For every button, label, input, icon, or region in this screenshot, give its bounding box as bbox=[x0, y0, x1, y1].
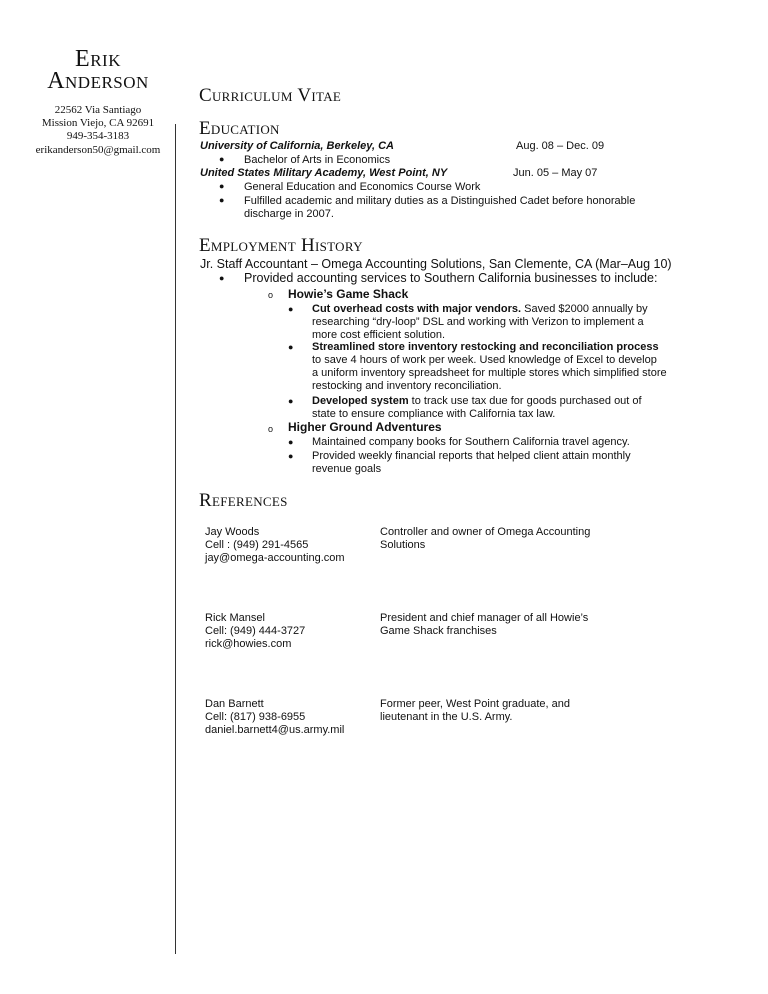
job-title: Jr. Staff Accountant – Omega Accounting Solutions, San Clemente, CA (Mar–Aug 10) bbox=[200, 257, 672, 271]
sidebar bbox=[0, 0, 176, 994]
bullet-icon: ● bbox=[288, 396, 294, 406]
client-item-continuation: state to ensure compliance with California tax law. bbox=[312, 408, 556, 420]
school-dates: Jun. 05 – May 07 bbox=[513, 167, 598, 179]
reference-description: Solutions bbox=[380, 539, 426, 551]
reference-phone: Cell: (949) 444-3727 bbox=[205, 625, 306, 637]
reference-description: Game Shack franchises bbox=[380, 625, 497, 637]
client-item-continuation: restocking and inventory reconciliation. bbox=[312, 380, 502, 392]
phone-number: 949-354-3183 bbox=[66, 130, 130, 142]
client-item: Developed system to track use tax due for goods purchased out of bbox=[312, 395, 642, 407]
reference-description: lieutenant in the U.S. Army. bbox=[380, 711, 513, 723]
reference-description: Controller and owner of Omega Accounting bbox=[380, 526, 591, 538]
reference-email: rick@howies.com bbox=[205, 638, 292, 650]
bullet-icon: ● bbox=[219, 195, 225, 205]
school-dates: Aug. 08 – Dec. 09 bbox=[516, 140, 605, 152]
bullet-icon: ● bbox=[288, 342, 294, 352]
education-heading: Education bbox=[199, 118, 280, 139]
cv-title: Curriculum Vitae bbox=[199, 85, 342, 106]
address-line-1: 22562 Via Santiago bbox=[54, 104, 142, 116]
reference-description: President and chief manager of all Howie’s bbox=[380, 612, 589, 624]
address-line-2: Mission Viejo, CA 92691 bbox=[41, 117, 155, 129]
first-name: Erik bbox=[75, 46, 121, 72]
job-summary: Provided accounting services to Southern California businesses to include: bbox=[244, 271, 658, 285]
employment-heading: Employment History bbox=[199, 235, 363, 256]
email-address: erikanderson50@gmail.com bbox=[35, 144, 161, 156]
education-item: Bachelor of Arts in Economics bbox=[244, 154, 391, 166]
bullet-icon: ● bbox=[288, 437, 294, 447]
vertical-divider bbox=[175, 124, 176, 954]
client-item: Provided weekly financial reports that helped client attain monthly bbox=[312, 450, 631, 462]
bullet-icon: ● bbox=[219, 154, 225, 164]
reference-phone: Cell : (949) 291-4565 bbox=[205, 539, 309, 551]
education-item: Fulfilled academic and military duties as a Distinguished Cadet before honorable bbox=[244, 195, 636, 207]
reference-name: Dan Barnett bbox=[205, 698, 264, 710]
reference-name: Rick Mansel bbox=[205, 612, 265, 624]
education-item-continuation: discharge in 2007. bbox=[244, 208, 334, 220]
education-item: General Education and Economics Course Work bbox=[244, 181, 481, 193]
client-name: Howie’s Game Shack bbox=[288, 287, 409, 301]
school-name: University of California, Berkeley, CA bbox=[200, 140, 394, 152]
reference-email: daniel.barnett4@us.army.mil bbox=[205, 724, 345, 736]
client-item: Streamlined store inventory restocking and reconciliation process bbox=[312, 341, 659, 353]
reference-phone: Cell: (817) 938-6955 bbox=[205, 711, 306, 723]
references-heading: References bbox=[199, 490, 288, 511]
client-item-continuation: researching “dry-loop” DSL and working with Verizon to implement a bbox=[312, 316, 644, 328]
circle-bullet-icon: o bbox=[268, 290, 274, 300]
bullet-icon: ● bbox=[288, 304, 294, 314]
reference-email: jay@omega-accounting.com bbox=[205, 552, 345, 564]
client-item-continuation: more cost efficient solution. bbox=[312, 329, 446, 341]
bullet-icon: ● bbox=[219, 181, 225, 191]
client-item-continuation: to save 4 hours of work per week. Used knowledge of Excel to develop bbox=[312, 354, 657, 366]
last-name: Anderson bbox=[47, 68, 149, 94]
reference-description: Former peer, West Point graduate, and bbox=[380, 698, 570, 710]
bullet-icon: ● bbox=[219, 273, 225, 283]
client-item: Maintained company books for Southern California travel agency. bbox=[312, 436, 630, 448]
bullet-icon: ● bbox=[288, 451, 294, 461]
client-item: Cut overhead costs with major vendors. Saved $2000 annually by bbox=[312, 303, 648, 315]
client-item-continuation: revenue goals bbox=[312, 463, 382, 475]
circle-bullet-icon: o bbox=[268, 424, 274, 434]
client-name: Higher Ground Adventures bbox=[288, 420, 442, 434]
client-item-continuation: a uniform inventory spreadsheet for multiple stores which simplified store bbox=[312, 367, 667, 379]
reference-name: Jay Woods bbox=[205, 526, 260, 538]
school-name: United States Military Academy, West Point, NY bbox=[200, 167, 448, 179]
